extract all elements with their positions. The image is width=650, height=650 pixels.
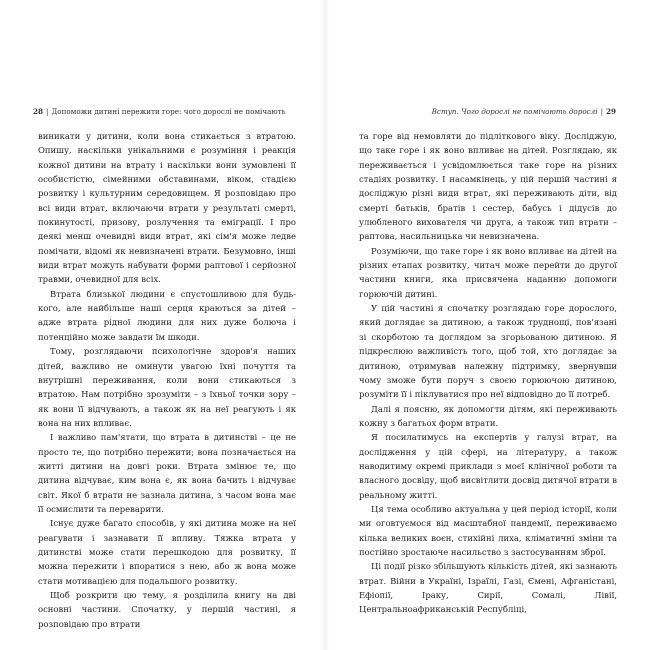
paragraph: виникати у дитини, коли вона стикається з втратою. Опишу, наскільки унікальними є розуміння і реакція кожної дитини на втрату і наскільки вони зумовлені її особистістю, сімейними обставинами, віком, стадією розвитку і культурним середовищем. Я розповідаю про всі види втрат, включаючи втрати у результаті смерті, покинутості, призову, розлучення та еміграції. І про деякі менш очевидні види втрат, які сім'я може ледве помічати, відомі як невизначені втрати. Безумовно, інші види втрат можуть набувати форми раптової і серйозної травми, очевидної для всіх. (38, 131, 296, 285)
paragraph: Далі я поясню, як допомогти дітям, які переживають кожну з багатьох форм втрати. (359, 403, 617, 428)
right-body-text (359, 129, 617, 617)
paragraph: Ці події різко збільшують кількість дітей, які зазнають втрат. Війни в Україні, Ізраїлі, Газі, Ємені, Афганістані, Ефіопії, Іраку, Сирії, Сомалі, Лівії, Центральноафриканській Республіці, (359, 561, 617, 615)
paragraph: Втрата близької людини є спустошливою для будь-кого, але найбільше наші серця краються за дітей – адже втрата рідної людини для них дуже болюча і потенційно може завдати їм шкоди. (38, 288, 296, 342)
left-running-head-title: Допоможи дитині пережити горе: чого дорослі не помічають (51, 107, 286, 116)
right-page (325, 0, 650, 650)
paragraph: Розуміючи, що таке горе і як воно впливає на дітей на різних етапах розвитку, читач може перейти до другої частини книги, яка присвячена наданню допомоги горюючій дитині. (359, 245, 617, 299)
paragraph: І важливо пам'ятати, що втрата в дитинстві – це не просто те, що потрібно пережити; вона позначається на житті дитини на довгі роки. Втрата змінює те, що дитина відчуває, ким вона є, як вона бачить і відчуває світ. Якої б втрати не зазнала дитина, з часом вона має її осмислити та переварити. (38, 432, 296, 514)
paragraph: У цій частині я спочатку розглядаю горе дорослого, який доглядає за дитиною, а також труднощі, пов'язані зі скорботою та доглядом за згорьованою дитиною. Я підкреслюю важливість того, щоб той, хто доглядає за дитиною, отримував належну підтримку, звернувши чому зможе бути поруч з своєю горюючою дитиною, розуміти її і піклуватися про неї відповідно до її потреб. (359, 303, 617, 400)
running-head-separator: | (46, 107, 49, 116)
paragraph: Існує дуже багато способів, у які дитина може на неї реагувати і зазнавати її впливу. Тяжка втрата у дитинстві може стати перешкодою для розвитку, її можна пережити і впоратися з нею, або ж вона може стати мотивацією для подальшого розвитку. (38, 518, 296, 586)
paragraph: та горе від немовляти до підліткового віку. Досліджую, що таке горе і як воно впливає на дітей. Розглядаю, як переживається і усвідомлюється таке горе на різних стадіях розвитку. І насамкінець, у цій першій частині я досліджую різні види втрат, які переживають діти, від смерті батьків, братів і сестер, бабусь і дідусів до улюбленого вихователя чи друга, а також тип втрати – раптова, насильницька чи невизначена. (359, 131, 617, 242)
right-running-head (432, 107, 616, 117)
running-head-separator: | (600, 107, 603, 116)
left-page-number: 28 (33, 107, 44, 116)
paragraph: Я посилатимусь на експертів у галузі втрат, на дослідження у цій сфері, на літературу, а також наводитиму окремі приклади з моєї клінічної роботи та власного досвіду, щоб висвітлити досвід дитячої втрати в реальному житті. (359, 432, 617, 500)
right-running-head-title: Вступ. Чого дорослі не помічають дорослі (431, 107, 598, 116)
right-page-number: 29 (605, 107, 616, 116)
paragraph: Щоб розкрити цю тему, я розділила книгу на дві основні частини. Спочатку, у першій частині, я розповідаю про втрати (38, 590, 296, 629)
left-running-head (33, 107, 286, 117)
paragraph: Ця тема особливо актуальна у цей період історії, коли ми оговтуємося від масштабної пандемії, переживаємо кілька великих воєн, стихійні лиха, кліматичні зміни та постійно зростаюче насильство з застосуванням зброї. (359, 503, 617, 557)
left-body-text (38, 129, 296, 631)
paragraph: Тому, розглядаючи психологічне здоров'я наших дітей, важливо не оминути увагою їхні почуття та внутрішні переживання, коли вони стикаються з втратою. Нам потрібно зрозуміти – з їхньої точки зору – як вони її відчувають, а також як на неї реагують і як вона на них впливає. (38, 346, 296, 428)
